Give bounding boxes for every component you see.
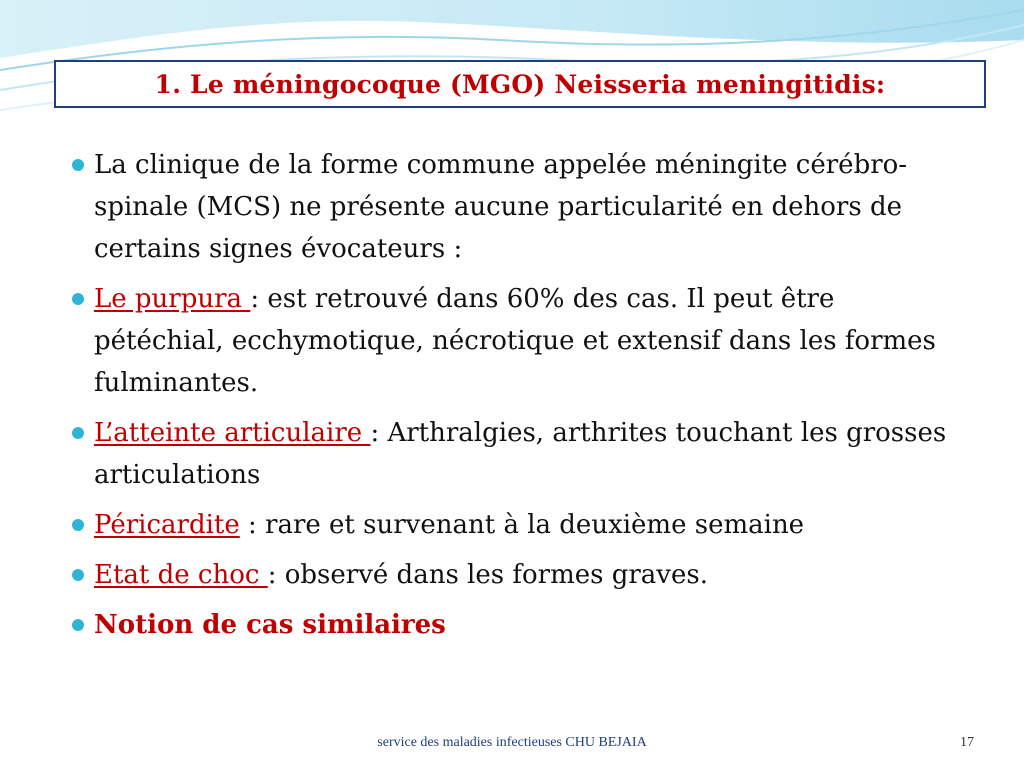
bullet-term: Etat de choc: [94, 560, 268, 590]
bullet-dot: [72, 293, 84, 305]
list-item: [66, 144, 966, 270]
list-item: [66, 412, 966, 496]
list-item: [66, 278, 966, 404]
bullet-dot: [72, 519, 84, 531]
bullet-dot: [72, 427, 84, 439]
bullet-dot: [72, 159, 84, 171]
bullet-text: : observé dans les formes graves.: [267, 560, 708, 590]
bullet-strong-text: Notion de cas similaires: [94, 610, 446, 640]
list-item: [66, 554, 966, 596]
bullet-term: Le purpura: [94, 284, 251, 314]
list-item: [66, 604, 966, 646]
footer-text: service des maladies infectieuses CHU BEJAIA: [377, 735, 647, 750]
bullet-term: Péricardite: [94, 510, 240, 540]
bullet-text: : est retrouvé dans 60% des cas. Il peut être pétéchial, ecchymotique, nécrotique et extensif dans les formes fulminantes.: [94, 284, 936, 398]
bullet-list: [66, 144, 966, 654]
slide-title: 1. Le méningocoque (MGO) Neisseria meningitidis:: [154, 69, 886, 99]
bullet-dot: [72, 569, 84, 581]
bullet-text: : rare et survenant à la deuxième semaine: [239, 510, 805, 540]
bullet-dot: [72, 619, 84, 631]
bullet-text: : Arthralgies, arthrites touchant les grosses articulations: [94, 418, 947, 490]
bullet-term: L’atteinte articulaire: [94, 418, 371, 448]
title-box: [54, 60, 986, 108]
list-item: [66, 504, 966, 546]
bullet-text: La clinique de la forme commune appelée méningite cérébro-spinale (MCS) ne présente aucune particularité en dehors de certains signes évocateurs :: [94, 150, 908, 264]
page-number: 17: [960, 735, 974, 750]
